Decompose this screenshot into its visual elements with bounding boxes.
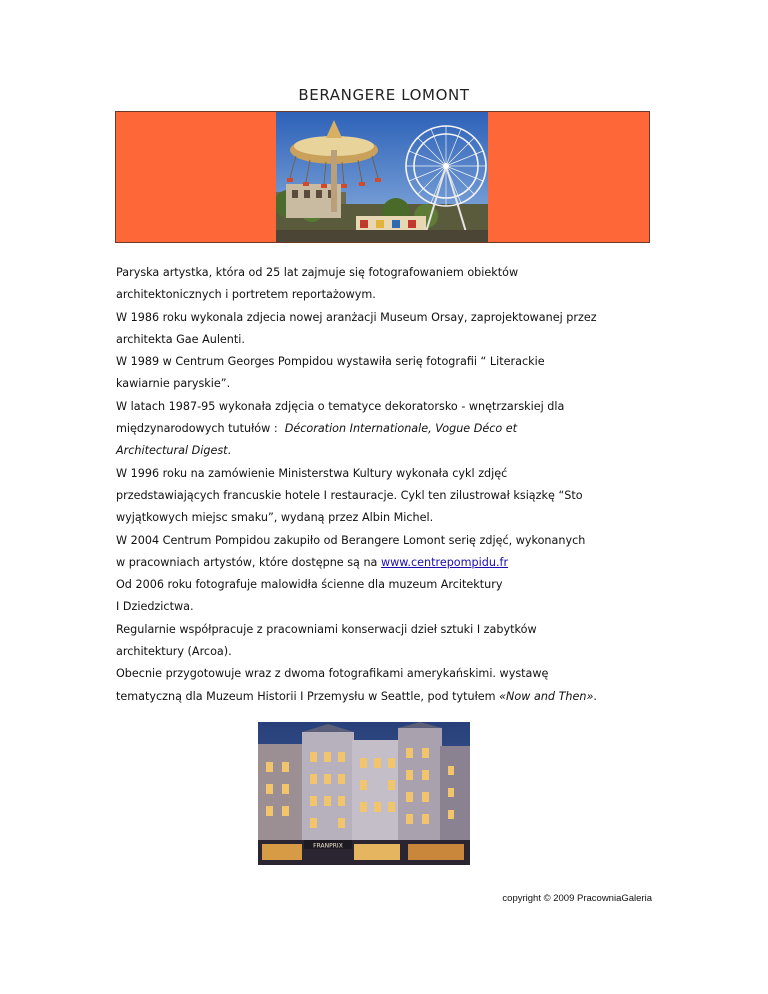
- bio-text: .: [227, 444, 232, 458]
- bio-line: [116, 552, 656, 574]
- bio-line: W 1986 roku wykonala zdjecia nowej aranżacji Museum Orsay, zaprojektowanej przez: [116, 310, 597, 324]
- bio-text: tematyczną dla Muzeum Historii I Przemysłu w Seattle, pod tytułem: [116, 689, 496, 703]
- fairground-photo: [276, 112, 488, 242]
- bio-line: architektury (Arcoa).: [116, 645, 232, 659]
- bio-line: wyjątkowych miejsc smaku”, wydaną przez Albin Michel.: [116, 511, 434, 525]
- bio-line: architekta Gae Aulenti.: [116, 332, 245, 346]
- storefront-sign: FRANPRIX: [313, 842, 343, 850]
- bio-line: W 1989 w Centrum Georges Pompidou wystawiła serię fotografii “ Literackie: [116, 355, 545, 369]
- bio-line: [116, 686, 656, 708]
- bio-line: W latach 1987-95 wykonała zdjęcia o tematyce dekoratorsko - wnętrzarskiej dla: [116, 399, 565, 413]
- bio-line: [116, 418, 656, 440]
- centre-pompidou-link[interactable]: www.centrepompidu.fr: [380, 555, 509, 569]
- bio-line: I Dziedzictwa.: [116, 600, 194, 614]
- bio-text: międzynarodowych tutułów :: [116, 422, 278, 436]
- bio-line: Od 2006 roku fotografuje malowidła ścienne dla muzeum Arcitektury: [116, 578, 503, 592]
- magazine-titles: Architectural Digest: [116, 444, 228, 458]
- paris-street-photo: [258, 722, 470, 865]
- biography-text: [116, 262, 656, 708]
- copyright-notice: copyright © 2009 PracowniaGaleria: [502, 893, 652, 904]
- bio-line: kawiarnie paryskie”.: [116, 377, 231, 391]
- page-title: BERANGERE LOMONT: [298, 86, 470, 104]
- exhibition-title: «Now and Then»: [499, 689, 594, 703]
- bio-line: [116, 440, 656, 462]
- bio-line: przedstawiających francuskie hotele I restauracje. Cykl ten zilustrował ksiązkę “Sto: [116, 488, 583, 502]
- bio-line: W 2004 Centrum Pompidou zakupiło od Berangere Lomont serię zdjęć, wykonanych: [116, 533, 586, 547]
- bio-line: Paryska artystka, która od 25 lat zajmuje się fotografowaniem obiektów: [116, 266, 519, 279]
- bio-text: .: [593, 689, 597, 703]
- bio-line: Regularnie współpracuje z pracowniami konserwacji dzieł sztuki I zabytków: [116, 622, 537, 636]
- bio-line: Obecnie przygotowuje wraz z dwoma fotografikami amerykańskimi. wystawę: [116, 667, 549, 681]
- magazine-titles: Décoration Internationale, Vogue Déco et: [284, 422, 518, 436]
- bio-line: W 1996 roku na zamówienie Ministerstwa Kultury wykonała cykl zdjęć: [116, 466, 508, 480]
- bio-text: w pracowniach artystów, które dostępne są na: [116, 555, 378, 569]
- bio-line: architektonicznych i portretem reportażowym.: [116, 288, 376, 302]
